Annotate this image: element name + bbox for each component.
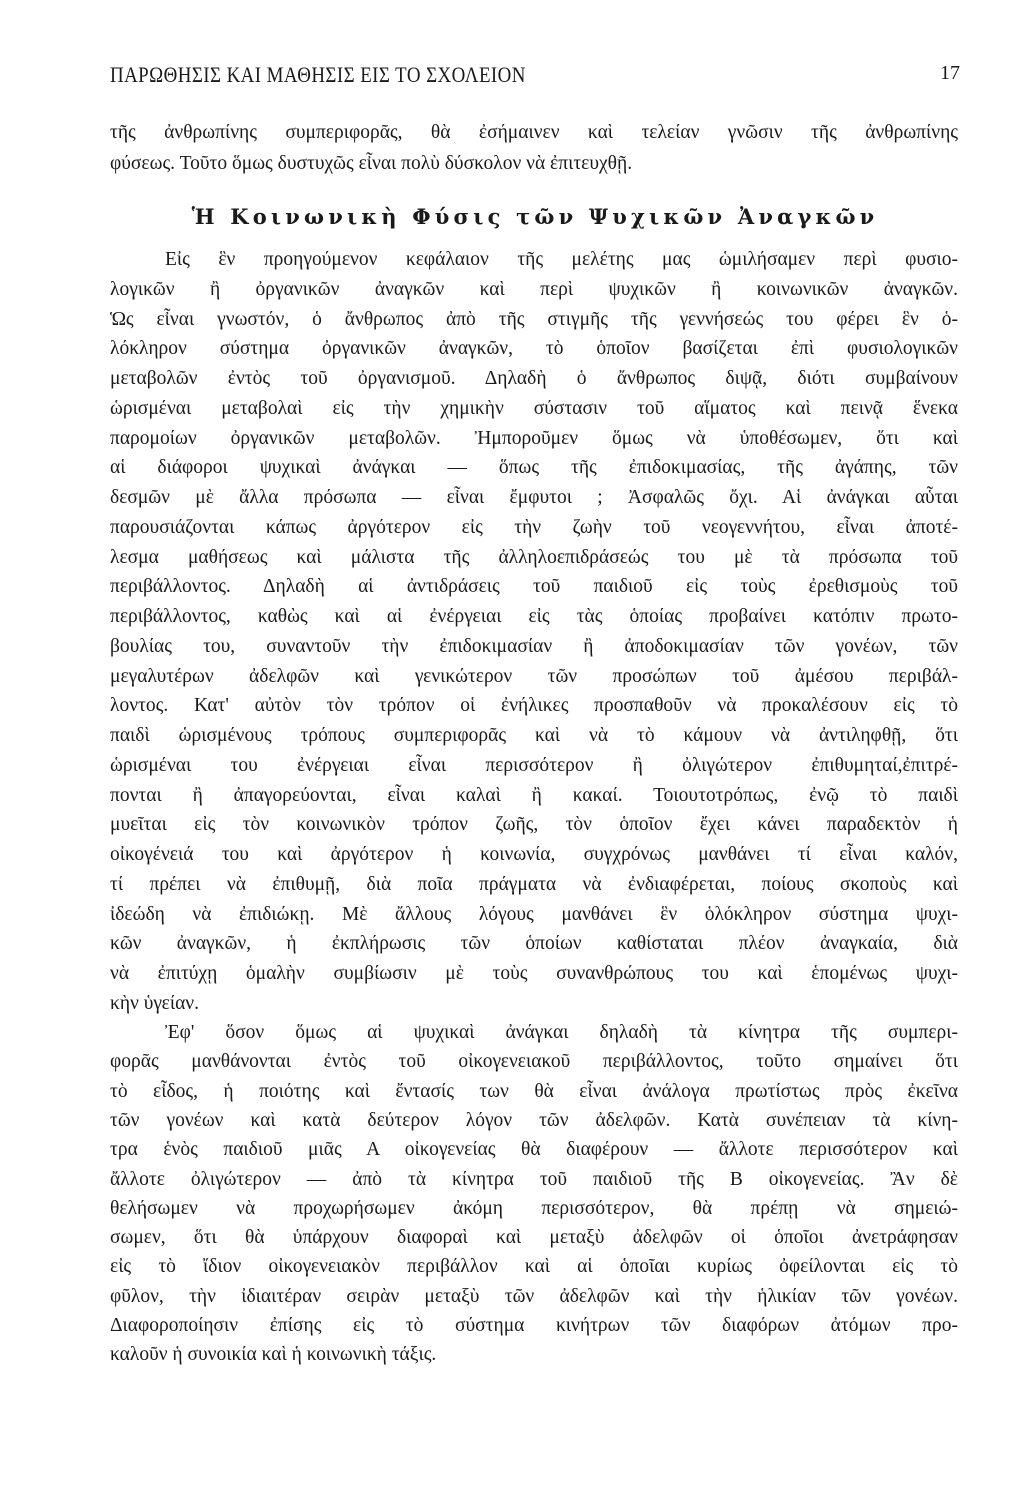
text-line: φῦλον, τὴν ἰδιαιτέραν σειρὰν μεταξὺ τῶν ἀδελφῶν καὶ τὴν ἡλικίαν τῶν γονέων.	[110, 1285, 958, 1307]
text-line: νὰ ἐπιτύχῃ ὁμαλὴν συμβίωσιν μὲ τοὺς συνανθρώπους του καὶ ἑπομένως ψυχι-	[110, 963, 958, 984]
page-number: 17	[940, 62, 960, 84]
text-line: μεγαλυτέρων ἀδελφῶν καὶ γενικώτερον τῶν προσώπων τοῦ ἀμέσου περιβάλ-	[110, 665, 958, 687]
text-line: κῶν ἀναγκῶν, ἡ ἐκπλήρωσις τῶν ὁποίων καθίσταται πλέον ἀναγκαία, διὰ	[110, 933, 958, 955]
text-line: παρουσιάζονται κάπως ἀργότερον εἰς τὴν ζωὴν τοῦ νεογεννήτου, εἶναι ἀποτέ-	[110, 516, 958, 538]
running-title: ΠΑΡΩΘΗΣΙΣ ΚΑΙ ΜΑΘΗΣΙΣ ΕΙΣ ΤΟ ΣΧΟΛΕΙΟΝ	[110, 62, 526, 87]
text-line: καλοῦν ἡ συνοικία καὶ ἡ κοινωνικὴ τάξις.	[110, 1344, 437, 1366]
text-line: αἱ διάφοροι ψυχικαὶ ἀνάγκαι — ὅπως τῆς ἐπιδοκιμασίας, τῆς ἀγάπης, τῶν	[110, 457, 958, 479]
text-line: βουλίας του, συναντοῦν τὴν ἐπιδοκιμασίαν ἢ ἀποδοκιμασίαν τῶν γονέων, τῶν	[110, 635, 958, 657]
text-line: σωμεν, ὅτι θὰ ὑπάρχουν διαφοραὶ καὶ μεταξὺ ἀδελφῶν οἱ ὁποῖοι ἀνετράφησαν	[110, 1227, 958, 1249]
text-line: τί πρέπει νὰ ἐπιθυμῇ, διὰ ποῖα πράγματα νὰ ἐνδιαφέρεται, ποίους σκοποὺς καὶ	[110, 873, 958, 895]
text-line: δεσμῶν μὲ ἄλλα πρόσωπα — εἶναι ἔμφυτοι ; Ἀσφαλῶς ὄχι. Αἱ ἀνάγκαι αὗται	[110, 487, 958, 508]
text-line: ἰδεώδη νὰ ἐπιδιώκῃ. Μὲ ἄλλους λόγους μανθάνει ἓν ὁλόκληρον σύστημα ψυχι-	[110, 903, 958, 925]
text-line: Διαφοροποίησιν ἐπίσης εἰς τὸ σύστημα κινήτρων τῶν διαφόρων ἀτόμων προ-	[110, 1315, 958, 1336]
text-line: φύσεως. Τοῦτο ὅμως δυστυχῶς εἶναι πολὺ δύσκολον νὰ ἐπιτευχθῇ.	[110, 153, 633, 174]
text-line: ὡρισμέναι του ἐνέργειαι εἶναι περισσότερον ἢ ὀλιγώτερον ἐπιθυμηταί,ἐπιτρέ-	[110, 754, 958, 776]
text-line: Ἐφ' ὅσον ὅμως αἱ ψυχικαὶ ἀνάγκαι δηλαδὴ τὰ κίνητρα τῆς συμπερι-	[165, 1022, 958, 1043]
text-line: περιβάλλοντος, καθὼς καὶ αἱ ἐνέργειαι εἰς τὰς ὁποίας προβαίνει κατόπιν πρωτο-	[110, 606, 958, 627]
text-line: φορᾶς μανθάνονται ἐντὸς τοῦ οἰκογενειακοῦ περιβάλλοντος, τοῦτο σημαίνει ὅτι	[110, 1051, 958, 1073]
text-line: περιβάλλοντος. Δηλαδὴ αἱ ἀντιδράσεις τοῦ παιδιοῦ εἰς τοὺς ἐρεθισμοὺς τοῦ	[110, 576, 958, 598]
text-line: λόκληρον σύστημα ὀργανικῶν ἀναγκῶν, τὸ ὁποῖον βασίζεται ἐπὶ φυσιολογικῶν	[110, 338, 958, 360]
text-line: λογικῶν ἢ ὀργανικῶν ἀναγκῶν καὶ περὶ ψυχικῶν ἢ κοινωνικῶν ἀναγκῶν.	[110, 278, 958, 300]
text-line: Ὡς εἶναι γνωστόν, ὁ ἄνθρωπος ἀπὸ τῆς στιγμῆς τῆς γεννήσεώς του φέρει ἓν ὁ-	[110, 308, 958, 330]
text-line: παρομοίων ὀργανικῶν μεταβολῶν. Ἠμποροῦμεν ὅμως νὰ ὑποθέσωμεν, ὅτι καὶ	[110, 427, 958, 449]
text-line: ἄλλοτε ὀλιγώτερον — ἀπὸ τὰ κίνητρα τοῦ παιδιοῦ τῆς Β οἰκογενείας. Ἂν δὲ	[110, 1168, 958, 1190]
text-line: εἰς τὸ ἴδιον οἰκογενειακὸν περιβάλλον καὶ αἱ ὁποῖαι κυρίως ὀφείλονται εἰς τὸ	[110, 1256, 958, 1278]
text-line: λεσμα μαθήσεως καὶ μάλιστα τῆς ἀλληλοεπιδράσεώς του μὲ τὰ πρόσωπα τοῦ	[110, 546, 958, 568]
text-line: τῶν γονέων καὶ κατὰ δεύτερον λόγον τῶν ἀδελφῶν. Κατὰ συνέπειαν τὰ κίνη-	[110, 1109, 958, 1131]
text-line: πονται ἢ ἀπαγορεύονται, εἶναι καλαὶ ἢ κακαί. Τοιουτοτρόπως, ἐνῷ τὸ παιδὶ	[110, 784, 958, 806]
text-line: μεταβολῶν ἐντὸς τοῦ ὀργανισμοῦ. Δηλαδὴ ὁ ἄνθρωπος διψᾷ, διότι συμβαίνουν	[110, 368, 958, 389]
text-line: ὡρισμέναι μεταβολαὶ εἰς τὴν χημικὴν σύστασιν τοῦ αἵματος καὶ πεινᾷ ἕνεκα	[110, 397, 958, 419]
text-line: παιδὶ ὡρισμένους τρόπους συμπεριφορᾶς καὶ νὰ τὸ κάμουν νὰ ἀντιληφθῇ, ὅτι	[110, 725, 958, 746]
text-line: οἰκογένειά του καὶ ἀργότερον ἡ κοινωνία, συγχρόνως μανθάνει τί εἶναι καλόν,	[110, 844, 958, 865]
text-line: τρα ἑνὸς παιδιοῦ μιᾶς Α οἰκογενείας θὰ διαφέρουν — ἄλλοτε περισσότερον καὶ	[110, 1139, 958, 1161]
text-line: τῆς ἀνθρωπίνης συμπεριφορᾶς, θὰ ἐσήμαινεν καὶ τελείαν γνῶσιν τῆς ἀνθρωπίνης	[110, 122, 958, 143]
text-line: κὴν ὑγείαν.	[110, 992, 199, 1014]
text-line: τὸ εἶδος, ἡ ποιότης καὶ ἔντασίς των θὰ εἶναι ἀνάλογα πρωτίστως πρὸς ἐκεῖνα	[110, 1080, 958, 1102]
text-line: Εἰς ἓν προηγούμενον κεφάλαιον τῆς μελέτης μας ὡμιλήσαμεν περὶ φυσιο-	[165, 249, 958, 270]
text-line: λοντος. Κατ' αὐτὸν τὸν τρόπον οἱ ἐνήλικες προσπαθοῦν νὰ προκαλέσουν εἰς τὸ	[110, 695, 958, 717]
text-line: θελήσωμεν νὰ προχωρήσωμεν ἀκόμη περισσότερον, θὰ πρέπῃ νὰ σημειώ-	[110, 1197, 958, 1219]
section-heading: Ἡ Κοινωνικὴ Φύσις τῶν Ψυχικῶν Ἀναγκῶν	[191, 204, 879, 229]
text-line: μυεῖται εἰς τὸν κοινωνικὸν τρόπον ζωῆς, τὸν ὁποῖον ἔχει κάνει παραδεκτὸν ἡ	[110, 814, 958, 836]
page-header	[110, 62, 960, 92]
